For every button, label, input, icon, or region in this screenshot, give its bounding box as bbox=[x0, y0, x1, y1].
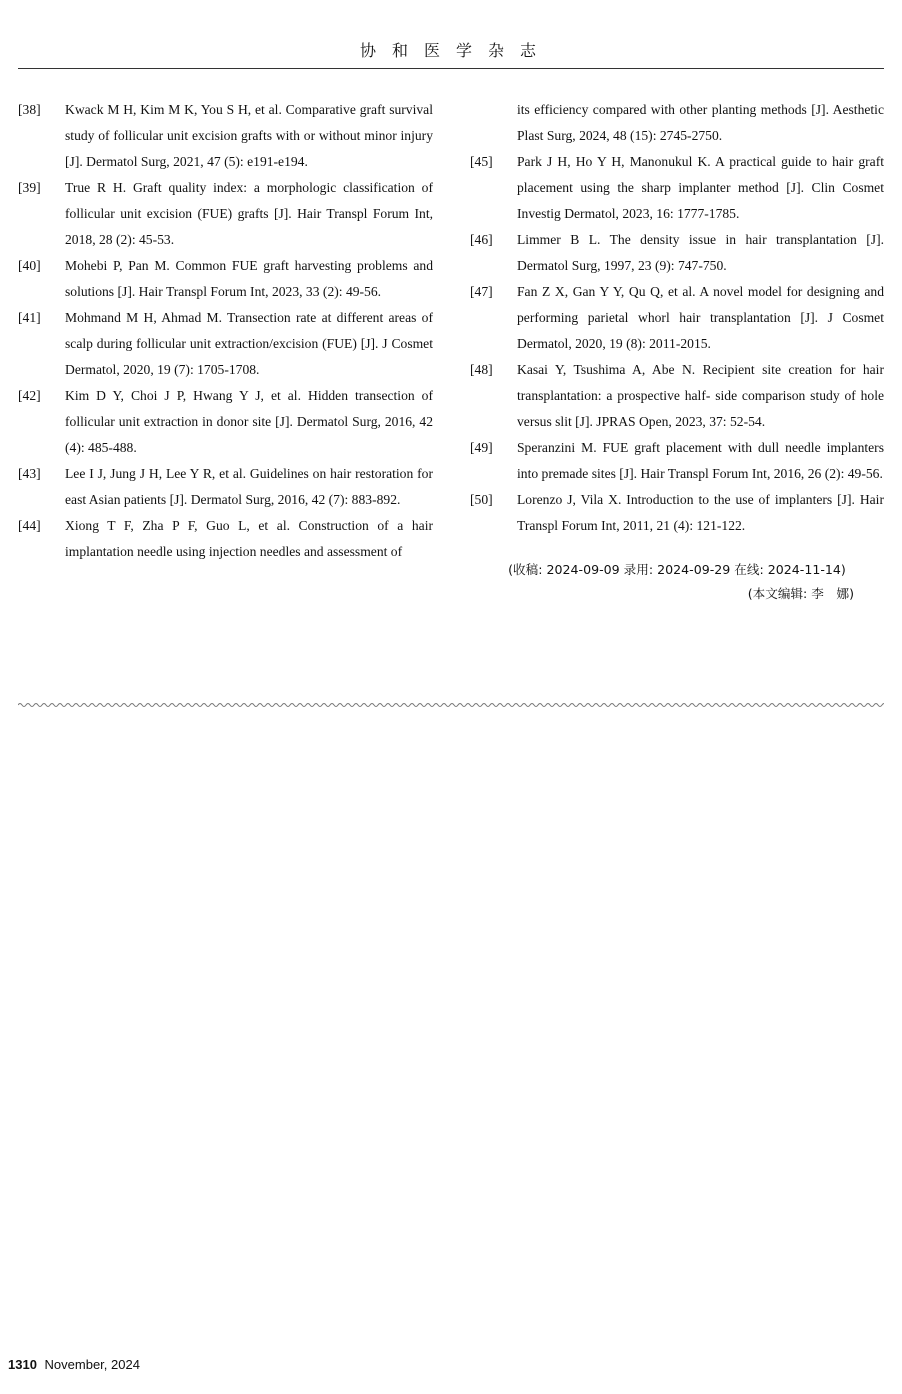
reference-text: its efficiency compared with other planting methods [J]. Aesthetic Plast Surg, 2024, 48 (15): 2745-2750. bbox=[517, 102, 884, 143]
reference-text: Limmer B L. The density issue in hair transplantation [J]. Dermatol Surg, 1997, 23 (9): 747-750. bbox=[517, 232, 884, 273]
reference-number: [42] bbox=[18, 388, 41, 403]
reference-text: Lee I J, Jung J H, Lee Y R, et al. Guidelines on hair restoration for east Asian patients [J]. Dermatol Surg, 2016, 42 (7): 883-892. bbox=[65, 466, 433, 507]
reference-item bbox=[18, 461, 433, 513]
reference-number: [45] bbox=[470, 154, 493, 169]
reference-column-left bbox=[18, 97, 433, 565]
reference-item bbox=[18, 383, 433, 461]
page-number: 1310 bbox=[8, 1357, 37, 1372]
reference-item bbox=[18, 97, 433, 175]
reference-text: Xiong T F, Zha P F, Guo L, et al. Construction of a hair implantation needle using injection needles and assessment of bbox=[65, 518, 433, 559]
reference-item bbox=[470, 227, 884, 279]
reference-text: Mohebi P, Pan M. Common FUE graft harvesting problems and solutions [J]. Hair Transpl Forum Int, 2023, 33 (2): 49-56. bbox=[65, 258, 433, 299]
reference-number: [49] bbox=[470, 440, 493, 455]
reference-item bbox=[18, 253, 433, 305]
wavy-separator bbox=[18, 700, 884, 710]
reference-number: [48] bbox=[470, 362, 493, 377]
issue-date: November, 2024 bbox=[44, 1357, 140, 1372]
reference-number: [39] bbox=[18, 180, 41, 195]
reference-text: Speranzini M. FUE graft placement with dull needle implanters into premade sites [J]. Hair Transpl Forum Int, 2016, 26 (2): 49-56. bbox=[517, 440, 884, 481]
reference-text: Kasai Y, Tsushima A, Abe N. Recipient site creation for hair transplantation: a prospective half- side comparison study of hole versus slit [J]. JPRAS Open, 2023, 37: 52-54. bbox=[517, 362, 884, 429]
reference-text: Mohmand M H, Ahmad M. Transection rate at different areas of scalp during follicular unit extraction/excision (FUE) [J]. J Cosmet Dermatol, 2020, 19 (7): 1705-1708. bbox=[65, 310, 433, 377]
reference-item bbox=[18, 513, 433, 565]
reference-text: Lorenzo J, Vila X. Introduction to the use of implanters [J]. Hair Transpl Forum Int, 2011, 21 (4): 121-122. bbox=[517, 492, 884, 533]
reference-item bbox=[18, 175, 433, 253]
reference-number: [38] bbox=[18, 102, 41, 117]
reference-number: [47] bbox=[470, 284, 493, 299]
reference-number: [44] bbox=[18, 518, 41, 533]
reference-item bbox=[470, 357, 884, 435]
reference-number: [40] bbox=[18, 258, 41, 273]
editor-credit: (本文编辑: 李 娜) bbox=[747, 586, 854, 601]
reference-number: [50] bbox=[470, 492, 493, 507]
reference-item bbox=[470, 149, 884, 227]
reference-text: Kim D Y, Choi J P, Hwang Y J, et al. Hidden transection of follicular unit extraction in donor site [J]. Dermatol Surg, 2016, 42 (4): 485-488. bbox=[65, 388, 433, 455]
reference-text: Kwack M H, Kim M K, You S H, et al. Comparative graft survival study of follicular unit excision grafts with or without minor injury [J]. Dermatol Surg, 2021, 47 (5): e191-e194. bbox=[65, 102, 433, 169]
reference-item bbox=[18, 305, 433, 383]
reference-number: [46] bbox=[470, 232, 493, 247]
reference-item bbox=[470, 435, 884, 487]
header-rule bbox=[18, 68, 884, 69]
reference-continuation bbox=[470, 97, 884, 149]
reference-text: Park J H, Ho Y H, Manonukul K. A practical guide to hair graft placement using the sharp implanter method [J]. Clin Cosmet Investig Dermatol, 2023, 16: 1777-1785. bbox=[517, 154, 884, 221]
reference-item bbox=[470, 279, 884, 357]
reference-item bbox=[470, 487, 884, 539]
reference-text: Fan Z X, Gan Y Y, Qu Q, et al. A novel model for designing and performing parietal whorl hair transplantation [J]. J Cosmet Dermatol, 2020, 19 (8): 2011-2015. bbox=[517, 284, 884, 351]
reference-number: [43] bbox=[18, 466, 41, 481]
journal-header: 协 和 医 学 杂 志 bbox=[359, 43, 542, 60]
reference-text: True R H. Graft quality index: a morphologic classification of follicular unit excision (FUE) grafts [J]. Hair Transpl Forum Int, 2018, 28 (2): 45-53. bbox=[65, 180, 433, 247]
article-dates: (收稿: 2024-09-09 录用: 2024-09-29 在线: 2024-11-14) bbox=[508, 562, 846, 577]
reference-column-right bbox=[470, 97, 884, 605]
page-footer bbox=[8, 1357, 140, 1372]
reference-number: [41] bbox=[18, 310, 41, 325]
